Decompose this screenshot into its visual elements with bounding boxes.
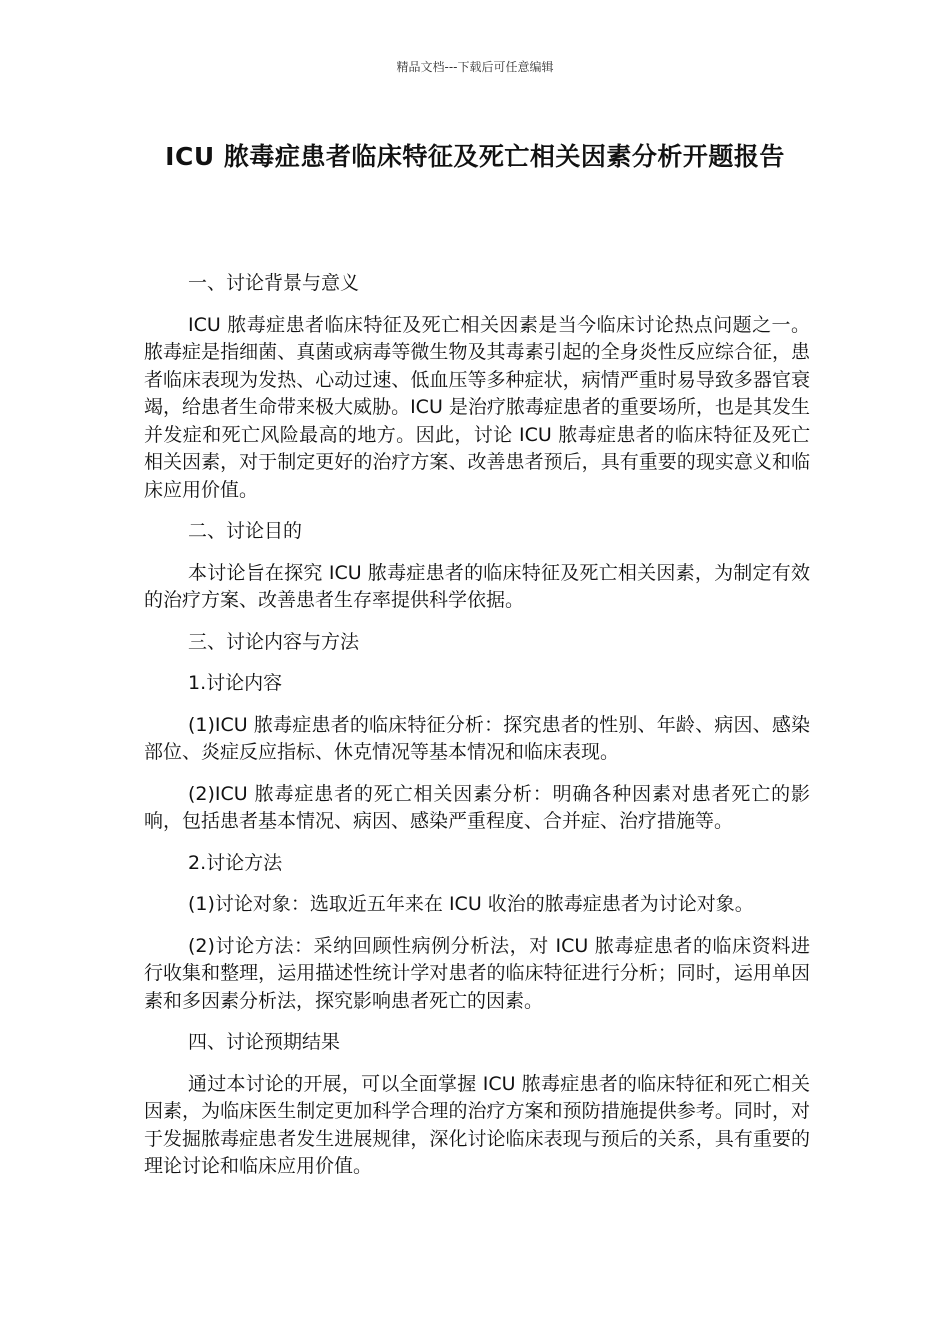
paragraph-content-item-2: (2)ICU 脓毒症患者的死亡相关因素分析：明确各种因素对患者死亡的影响，包括患者基本情况、病因、感染严重程度、合并症、治疗措施等。 bbox=[144, 782, 810, 832]
subheading-content: 1.讨论内容 bbox=[188, 672, 283, 694]
paragraph-expected-results: 通过本讨论的开展，可以全面掌握 ICU 脓毒症患者的临床特征和死亡相关因素，为临床医生制定更加科学合理的治疗方案和预防措施提供参考。同时，对于发掘脓毒症患者发生进展规律，深化讨论临床表现与预后的关系，具有重要的理论讨论和临床应用价值。 bbox=[144, 1072, 810, 1177]
document-body bbox=[144, 270, 810, 1195]
paragraph-background: ICU 脓毒症患者临床特征及死亡相关因素是当今临床讨论热点问题之一。脓毒症是指细菌、真菌或病毒等微生物及其毒素引起的全身炎性反应综合征，患者临床表现为发热、心动过速、低血压等多种症状，病情严重时易导致多器官衰竭，给患者生命带来极大威胁。ICU 是治疗脓毒症患者的重要场所，也是其发生并发症和死亡风险最高的地方。因此，讨论 ICU 脓毒症患者的临床特征及死亡相关因素，对于制定更好的治疗方案、改善患者预后，具有重要的现实意义和临床应用价值。 bbox=[144, 313, 810, 501]
paragraph-purpose: 本讨论旨在探究 ICU 脓毒症患者的临床特征及死亡相关因素，为制定有效的治疗方案、改善患者生存率提供科学依据。 bbox=[144, 561, 810, 611]
subheading-method: 2.讨论方法 bbox=[188, 851, 283, 874]
section-heading-purpose: 二、讨论目的 bbox=[188, 520, 303, 542]
paragraph-method-item-2: (2)讨论方法：采纳回顾性病例分析法，对 ICU 脓毒症患者的临床资料进行收集和整理，运用描述性统计学对患者的临床特征进行分析；同时，运用单因素和多因素分析法，探究影响患者死亡的因素。 bbox=[144, 934, 810, 1012]
section-heading-background: 一、讨论背景与意义 bbox=[188, 272, 360, 294]
header-note: 精品文档---下载后可任意编辑 bbox=[396, 60, 554, 74]
paragraph-method-item-1: (1)讨论对象：选取近五年来在 ICU 收治的脓毒症患者为讨论对象。 bbox=[188, 893, 754, 915]
section-heading-expected-results: 四、讨论预期结果 bbox=[188, 1031, 341, 1053]
document-title: ICU 脓毒症患者临床特征及死亡相关因素分析开题报告 bbox=[165, 142, 785, 171]
paragraph-content-item-1: (1)ICU 脓毒症患者的临床特征分析：探究患者的性别、年龄、病因、感染部位、炎症反应指标、休克情况等基本情况和临床表现。 bbox=[144, 713, 810, 763]
section-heading-content-method: 三、讨论内容与方法 bbox=[188, 630, 360, 653]
